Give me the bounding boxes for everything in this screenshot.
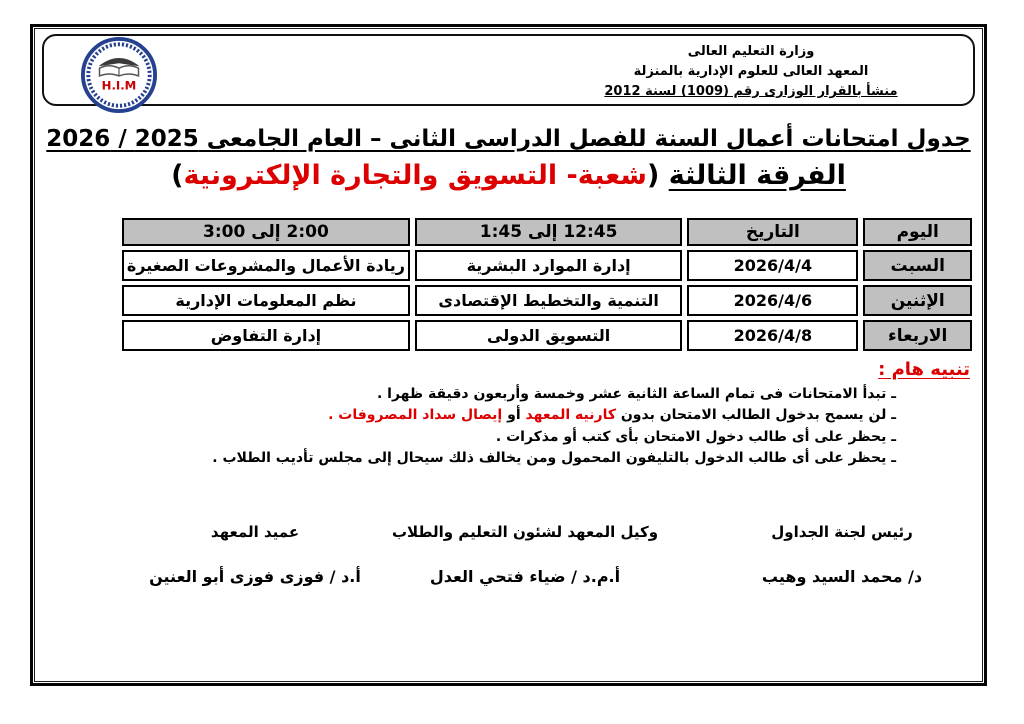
notice-item: ـ تبدأ الامتحانات فى تمام الساعة الثانية عشر وخمسة وأربعون دقيقة ظهرا . [376,386,896,402]
signature-dean [95,523,415,586]
exam-cell: ريادة الأعمال والمشروعات الصغيرة [122,250,410,281]
notice-list [35,380,982,469]
header-slot1: 12:45 إلى 1:45 [415,218,682,246]
header-date: التاريخ [687,218,858,246]
day-cell: الإثنين [863,285,972,316]
header-slot2: 2:00 إلى 3:00 [122,218,410,246]
table-header-row [122,218,972,246]
notice-title: تنبيه هام : [878,359,970,380]
exam-cell: إدارة الموارد البشرية [415,250,682,281]
table-row [122,285,972,316]
logo-him-text: H.I.M [101,78,137,93]
exam-cell: التنمية والتخطيط الإقتصادى [415,285,682,316]
grade-title [35,160,982,191]
signature-schedule-committee [732,523,952,586]
exam-schedule-table [117,214,977,355]
grade-title-black: الفرقة الثالثة [668,160,846,191]
schedule-main-title: جدول امتحانات أعمال السنة للفصل الدراسى الثانى – العام الجامعى 2025 / 2026 [46,126,971,152]
notice-item [55,405,896,426]
signature-title: رئيس لجنة الجداول [771,523,913,541]
day-cell: الاربعاء [863,320,972,351]
notice-item2-red2: إيصال سداد المصروفات . [328,407,503,424]
signature-title: عميد المعهد [210,523,300,541]
notice-item: ـ يحظر على أى طالب الدخول بالتليفون المحمول ومن يخالف ذلك سيحال إلى مجلس تأديب الطلاب . [212,449,896,466]
day-cell: السبت [863,250,972,281]
date-cell: 2026/4/8 [687,320,858,351]
grade-paren-close: ) [171,160,184,191]
signature-name: أ.م.د / ضياء فتحي العدل [429,567,621,586]
institute-logo [80,36,158,114]
letterhead-text [581,42,921,102]
signature-vice-dean [375,523,675,586]
letterhead-box [42,34,975,106]
exam-cell: نظم المعلومات الإدارية [122,285,410,316]
table-row [122,250,972,281]
institute-line: المعهد العالى للعلوم الإدارية بالمنزلة [633,64,869,80]
grade-paren-open: ( [646,160,669,191]
exam-cell: إدارة التفاوض [122,320,410,351]
signature-name: د/ محمد السيد وهيب [761,567,923,586]
ministry-line: وزارة التعليم العالى [687,44,815,59]
decree-line: منشأ بالقرار الوزارى رقم (1009) لسنة 2012 [604,84,898,100]
page-inner-frame [34,28,983,682]
grade-title-red: شعبة- التسويق والتجارة الإلكترونية [183,160,647,191]
notice-item2-black1: ـ لن يسمح بدخول الطالب الامتحان بدون [615,407,896,424]
notice-item2-black2: أو [502,407,526,424]
notice-item2-red1: كارنيه المعهد [525,407,616,424]
date-cell: 2026/4/4 [687,250,858,281]
signatures-section [35,523,982,653]
table-row [122,320,972,351]
signature-title: وكيل المعهد لشئون التعليم والطلاب [391,523,659,541]
notice-item: ـ يحظر على أى طالب دخول الامتحان بأى كتب أو مذكرات . [495,428,896,445]
date-cell: 2026/4/6 [687,285,858,316]
signature-name: أ.د / فوزى فوزى أبو العنين [149,567,361,586]
header-day: اليوم [863,218,972,246]
exam-cell: التسويق الدولى [415,320,682,351]
important-notice-section [35,359,982,469]
page-border-frame [30,24,987,686]
